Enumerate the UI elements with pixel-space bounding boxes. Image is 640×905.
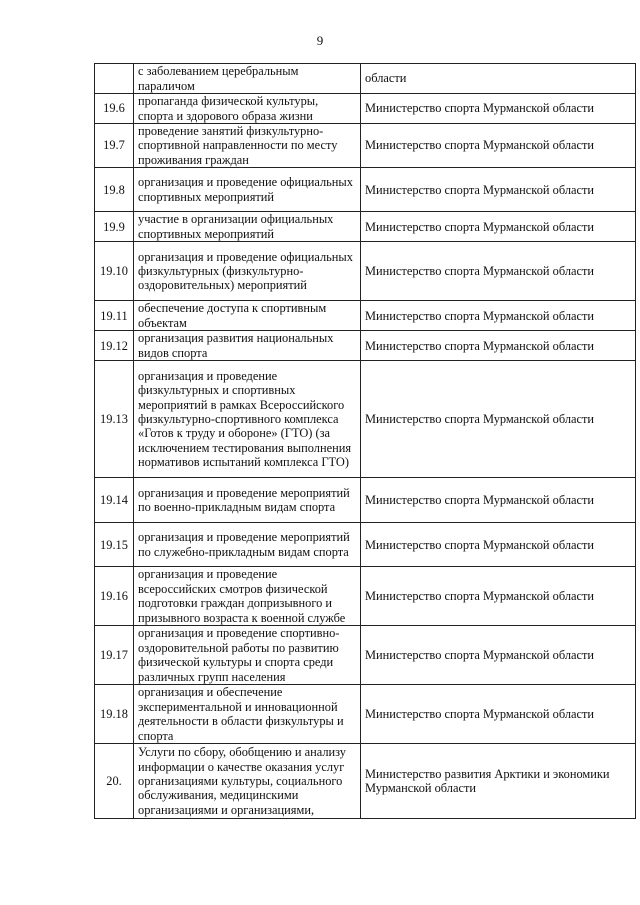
table-row <box>95 301 636 331</box>
table-row <box>95 744 636 819</box>
table-row <box>95 124 636 168</box>
table-row <box>95 478 636 523</box>
table-row <box>95 567 636 626</box>
service-name: организация и проведение официальных физкультурных (физкультурно-оздоровительных) мероприятий <box>134 242 361 301</box>
service-name: организация и обеспечение экспериментальной и инновационной деятельности в области физкультуры и спорта <box>134 685 361 744</box>
table-row <box>95 626 636 685</box>
responsible-body: Министерство спорта Мурманской области <box>361 361 636 478</box>
service-name: организация и проведение мероприятий по военно-прикладным видам спорта <box>134 478 361 523</box>
service-name: организация и проведение всероссийских смотров физической подготовки граждан допризывного и призывного возраста к военной службе <box>134 567 361 626</box>
table-row <box>95 242 636 301</box>
services-table <box>94 63 636 819</box>
table-row <box>95 212 636 242</box>
row-number: 19.18 <box>95 685 134 744</box>
responsible-body: Министерство спорта Мурманской области <box>361 168 636 212</box>
service-name: организация и проведение мероприятий по служебно-прикладным видам спорта <box>134 523 361 567</box>
row-number: 19.17 <box>95 626 134 685</box>
service-name: пропаганда физической культуры, спорта и здорового образа жизни <box>134 94 361 124</box>
table-row <box>95 168 636 212</box>
table-row <box>95 523 636 567</box>
responsible-body: Министерство спорта Мурманской области <box>361 124 636 168</box>
table-row <box>95 64 636 94</box>
responsible-body: Министерство спорта Мурманской области <box>361 94 636 124</box>
responsible-body: Министерство спорта Мурманской области <box>361 301 636 331</box>
row-number: 19.9 <box>95 212 134 242</box>
row-number: 19.13 <box>95 361 134 478</box>
responsible-body: Министерство спорта Мурманской области <box>361 331 636 361</box>
row-number <box>95 64 134 94</box>
row-number: 19.8 <box>95 168 134 212</box>
responsible-body: Министерство спорта Мурманской области <box>361 626 636 685</box>
row-number: 19.16 <box>95 567 134 626</box>
table-row <box>95 361 636 478</box>
row-number: 19.12 <box>95 331 134 361</box>
service-name: организация и проведение спортивно-оздоровительной работы по развитию физической культуры и спорта среди различных групп населения <box>134 626 361 685</box>
responsible-body: Министерство развития Арктики и экономики Мурманской области <box>361 744 636 819</box>
table-row <box>95 331 636 361</box>
service-name: проведение занятий физкультурно-спортивной направленности по месту проживания граждан <box>134 124 361 168</box>
service-name: Услуги по сбору, обобщению и анализу информации о качестве оказания услуг организациями культуры, социального обслуживания, медицинскими организациями и организациями, <box>134 744 361 819</box>
service-name: организация развития национальных видов спорта <box>134 331 361 361</box>
responsible-body: Министерство спорта Мурманской области <box>361 523 636 567</box>
table-row <box>95 685 636 744</box>
table-row <box>95 94 636 124</box>
responsible-body: Министерство спорта Мурманской области <box>361 242 636 301</box>
row-number: 19.11 <box>95 301 134 331</box>
service-name: участие в организации официальных спортивных мероприятий <box>134 212 361 242</box>
responsible-body: Министерство спорта Мурманской области <box>361 212 636 242</box>
row-number: 19.6 <box>95 94 134 124</box>
service-name: обеспечение доступа к спортивным объектам <box>134 301 361 331</box>
responsible-body: Министерство спорта Мурманской области <box>361 478 636 523</box>
row-number: 19.10 <box>95 242 134 301</box>
row-number: 19.14 <box>95 478 134 523</box>
row-number: 20. <box>95 744 134 819</box>
service-name: организация и проведение физкультурных и спортивных мероприятий в рамках Всероссийского физкультурно-спортивного комплекса «Готов к труду и обороне» (ГТО) (за исключением тестирования выполнения нормативов испытаний комплекса ГТО) <box>134 361 361 478</box>
responsible-body: Министерство спорта Мурманской области <box>361 567 636 626</box>
row-number: 19.7 <box>95 124 134 168</box>
row-number: 19.15 <box>95 523 134 567</box>
table-body <box>95 64 636 819</box>
service-name: организация и проведение официальных спортивных мероприятий <box>134 168 361 212</box>
service-name: с заболеванием церебральным параличом <box>134 64 361 94</box>
page-number: 9 <box>316 33 324 48</box>
responsible-body: Министерство спорта Мурманской области <box>361 685 636 744</box>
responsible-body: области <box>361 64 636 94</box>
